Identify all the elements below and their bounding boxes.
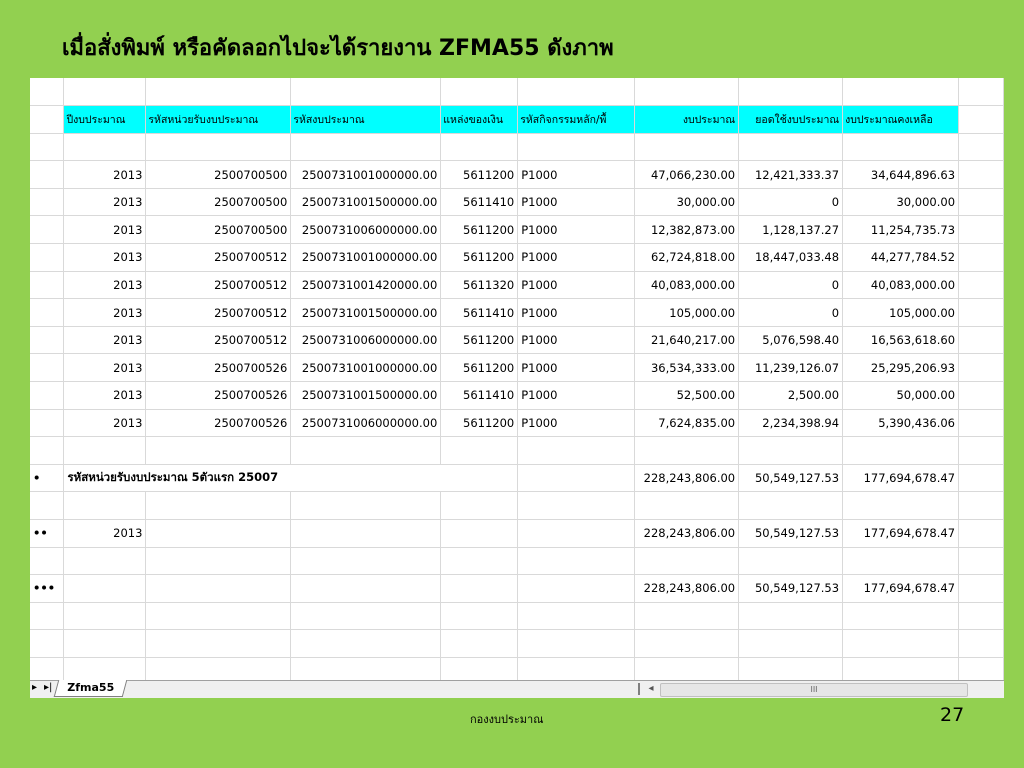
grid-cell[interactable]: 50,549,127.53 [739, 520, 843, 548]
empty-cell[interactable] [739, 492, 843, 520]
grid-cell[interactable]: P1000 [518, 188, 635, 216]
grid-cell[interactable]: 228,243,806.00 [635, 575, 739, 603]
grid-cell[interactable]: P1000 [518, 299, 635, 327]
empty-cell[interactable] [291, 547, 441, 575]
empty-cell[interactable] [30, 216, 64, 244]
empty-cell[interactable] [518, 437, 635, 465]
empty-row [30, 492, 1004, 520]
empty-cell[interactable] [441, 520, 518, 548]
empty-cell[interactable] [635, 133, 739, 161]
empty-cell[interactable] [518, 602, 635, 630]
empty-cell[interactable] [635, 602, 739, 630]
empty-row [30, 437, 1004, 465]
grid-cell[interactable]: 40,083,000.00 [843, 271, 959, 299]
grid-cell[interactable]: 47,066,230.00 [635, 161, 739, 189]
empty-cell[interactable] [959, 492, 1004, 520]
scrollbar-grip[interactable]: III [810, 685, 818, 694]
empty-cell[interactable] [291, 630, 441, 658]
empty-cell[interactable] [959, 464, 1004, 492]
empty-cell[interactable] [959, 354, 1004, 382]
tab-split-handle[interactable] [638, 683, 640, 695]
column-header[interactable]: รหัสงบประมาณ [291, 106, 441, 134]
grid-cell[interactable]: 0 [739, 271, 843, 299]
header-row [30, 106, 1004, 134]
grid-cell[interactable]: 5,390,436.06 [843, 409, 959, 437]
empty-cell[interactable] [518, 520, 635, 548]
grid-cell[interactable]: 11,254,735.73 [843, 216, 959, 244]
empty-cell[interactable] [959, 78, 1004, 106]
empty-cell[interactable] [518, 547, 635, 575]
empty-cell[interactable] [64, 547, 146, 575]
empty-cell[interactable] [30, 602, 64, 630]
grid-cell[interactable]: 2500731006000000.00 [291, 326, 441, 354]
column-header[interactable]: งบประมาณคงเหลือ [843, 106, 959, 134]
grid-cell[interactable]: 5611200 [441, 409, 518, 437]
grid-cell[interactable]: 62,724,818.00 [635, 244, 739, 272]
empty-cell[interactable] [441, 575, 518, 603]
empty-cell[interactable] [959, 630, 1004, 658]
empty-cell[interactable] [291, 602, 441, 630]
subtotal-label[interactable]: รหัสหน่วยรับงบประมาณ 5ตัวแรก 25007 [64, 464, 518, 492]
grid-cell[interactable]: 2013 [64, 409, 146, 437]
outline-level-marker[interactable]: • [30, 464, 64, 492]
grid-cell[interactable]: 2013 [64, 216, 146, 244]
empty-cell[interactable] [635, 492, 739, 520]
table-row [30, 354, 1004, 382]
footer-department: กองงบประมาณ [470, 713, 544, 726]
grid-cell[interactable]: 2500700526 [146, 354, 291, 382]
grid-cell[interactable]: 1,128,137.27 [739, 216, 843, 244]
outline-level-marker[interactable]: •• [30, 520, 64, 548]
grid-cell[interactable]: 2013 [64, 382, 146, 410]
empty-cell[interactable] [959, 106, 1004, 134]
empty-cell[interactable] [739, 630, 843, 658]
grid-cell[interactable]: 2013 [64, 326, 146, 354]
empty-cell[interactable] [146, 78, 291, 106]
grid-cell[interactable]: 2500731001500000.00 [291, 299, 441, 327]
empty-cell[interactable] [64, 602, 146, 630]
empty-cell[interactable] [441, 547, 518, 575]
grid-cell[interactable]: 2013 [64, 271, 146, 299]
table-row [30, 271, 1004, 299]
empty-row [30, 547, 1004, 575]
empty-cell[interactable] [64, 133, 146, 161]
empty-cell[interactable] [518, 78, 635, 106]
empty-cell[interactable] [441, 630, 518, 658]
empty-cell[interactable] [64, 630, 146, 658]
grid-cell[interactable]: 2500731006000000.00 [291, 216, 441, 244]
sheet-tab-bar [30, 680, 1004, 698]
empty-cell[interactable] [64, 437, 146, 465]
empty-cell[interactable] [959, 437, 1004, 465]
table-row [30, 216, 1004, 244]
empty-cell[interactable] [30, 547, 64, 575]
grid-cell[interactable]: 0 [739, 299, 843, 327]
empty-row [30, 630, 1004, 658]
grid-cell[interactable]: P1000 [518, 161, 635, 189]
empty-cell[interactable] [441, 602, 518, 630]
grid-cell[interactable]: 2,234,398.94 [739, 409, 843, 437]
grid-cell[interactable]: 5611200 [441, 244, 518, 272]
grid-cell[interactable]: 105,000.00 [635, 299, 739, 327]
empty-cell[interactable] [518, 492, 635, 520]
grid-cell[interactable]: 2500731001000000.00 [291, 354, 441, 382]
column-header[interactable]: รหัสกิจกรรมหลัก/พื้ [518, 106, 635, 134]
table-row [30, 161, 1004, 189]
empty-cell[interactable] [843, 547, 959, 575]
empty-cell[interactable] [30, 188, 64, 216]
empty-cell[interactable] [146, 602, 291, 630]
empty-cell[interactable] [30, 326, 64, 354]
table-row [30, 244, 1004, 272]
grid-cell[interactable]: 2,500.00 [739, 382, 843, 410]
grid-cell[interactable]: 228,243,806.00 [635, 520, 739, 548]
grid-cell[interactable]: 2500700512 [146, 299, 291, 327]
column-header[interactable]: งบประมาณ [635, 106, 739, 134]
empty-cell[interactable] [64, 575, 146, 603]
empty-cell[interactable] [635, 547, 739, 575]
empty-cell[interactable] [518, 133, 635, 161]
empty-cell[interactable] [739, 602, 843, 630]
empty-cell[interactable] [291, 437, 441, 465]
sheet-tab-label: Zfma55 [67, 681, 115, 694]
grid-cell[interactable]: 2500731006000000.00 [291, 409, 441, 437]
grid-cell[interactable]: 21,640,217.00 [635, 326, 739, 354]
empty-cell[interactable] [739, 437, 843, 465]
empty-cell[interactable] [518, 575, 635, 603]
column-header[interactable]: แหล่งของเงิน [441, 106, 518, 134]
grid-cell[interactable]: 50,000.00 [843, 382, 959, 410]
grid-cell[interactable]: 2500700512 [146, 271, 291, 299]
empty-cell[interactable] [146, 575, 291, 603]
empty-cell[interactable] [959, 133, 1004, 161]
grid-cell[interactable]: 50,549,127.53 [739, 464, 843, 492]
empty-cell[interactable] [635, 78, 739, 106]
grid-cell[interactable]: 228,243,806.00 [635, 464, 739, 492]
empty-row [30, 133, 1004, 161]
grand-total-row [30, 575, 1004, 603]
empty-cell[interactable] [146, 492, 291, 520]
empty-cell[interactable] [30, 78, 64, 106]
empty-cell[interactable] [518, 464, 635, 492]
empty-cell[interactable] [959, 326, 1004, 354]
empty-cell[interactable] [291, 133, 441, 161]
empty-cell[interactable] [30, 244, 64, 272]
empty-cell[interactable] [959, 271, 1004, 299]
table-row [30, 299, 1004, 327]
outline-level-marker[interactable]: ••• [30, 575, 64, 603]
grid-cell[interactable]: 2013 [64, 188, 146, 216]
grid-cell[interactable]: 2013 [64, 244, 146, 272]
empty-cell[interactable] [518, 630, 635, 658]
empty-cell[interactable] [739, 547, 843, 575]
grid-cell[interactable]: 2500731001000000.00 [291, 244, 441, 272]
empty-cell[interactable] [959, 244, 1004, 272]
empty-cell[interactable] [64, 78, 146, 106]
empty-cell[interactable] [843, 492, 959, 520]
grid-cell[interactable]: 105,000.00 [843, 299, 959, 327]
grid-cell[interactable]: 2500700526 [146, 409, 291, 437]
empty-cell[interactable] [441, 133, 518, 161]
data-grid [30, 78, 1004, 686]
grid-cell[interactable]: 2500700512 [146, 244, 291, 272]
grid-cell[interactable]: 50,549,127.53 [739, 575, 843, 603]
empty-cell[interactable] [959, 299, 1004, 327]
empty-cell[interactable] [146, 547, 291, 575]
column-header[interactable]: ยอดใช้งบประมาณ [739, 106, 843, 134]
slide-title: เมื่อสั่งพิมพ์ หรือคัดลอกไปจะได้รายงาน ZFMA55 ดังภาพ [62, 36, 614, 61]
grid-body [30, 78, 1004, 685]
empty-cell[interactable] [959, 520, 1004, 548]
grid-cell[interactable]: 2013 [64, 520, 146, 548]
grid-cell[interactable]: 5611320 [441, 271, 518, 299]
grid-cell[interactable]: 2500700500 [146, 161, 291, 189]
empty-cell[interactable] [64, 492, 146, 520]
table-row [30, 382, 1004, 410]
table-row [30, 326, 1004, 354]
empty-cell[interactable] [635, 630, 739, 658]
grid-cell[interactable]: 36,534,333.00 [635, 354, 739, 382]
empty-cell[interactable] [635, 437, 739, 465]
empty-cell[interactable] [30, 354, 64, 382]
grid-cell[interactable]: 5611200 [441, 216, 518, 244]
grid-cell[interactable]: 2500700500 [146, 216, 291, 244]
empty-cell[interactable] [843, 78, 959, 106]
grid-cell[interactable]: 25,295,206.93 [843, 354, 959, 382]
empty-cell[interactable] [739, 78, 843, 106]
grid-cell[interactable]: 177,694,678.47 [843, 464, 959, 492]
grid-cell[interactable]: 16,563,618.60 [843, 326, 959, 354]
subtotal-row [30, 464, 1004, 492]
grid-cell[interactable]: 2013 [64, 299, 146, 327]
grid-cell[interactable]: 177,694,678.47 [843, 575, 959, 603]
grid-cell[interactable]: 11,239,126.07 [739, 354, 843, 382]
empty-cell[interactable] [843, 602, 959, 630]
grid-cell[interactable]: P1000 [518, 382, 635, 410]
scroll-tabs-last-icon[interactable]: ▸| [44, 682, 53, 693]
empty-cell[interactable] [441, 492, 518, 520]
empty-cell[interactable] [30, 299, 64, 327]
empty-cell[interactable] [959, 602, 1004, 630]
grid-cell[interactable]: 2500731001500000.00 [291, 382, 441, 410]
grid-cell[interactable]: 2500731001420000.00 [291, 271, 441, 299]
empty-cell[interactable] [30, 492, 64, 520]
empty-cell[interactable] [30, 271, 64, 299]
grid-cell[interactable]: P1000 [518, 244, 635, 272]
grid-cell[interactable]: 30,000.00 [843, 188, 959, 216]
empty-cell[interactable] [959, 575, 1004, 603]
empty-cell[interactable] [959, 188, 1004, 216]
grid-cell[interactable]: 177,694,678.47 [843, 520, 959, 548]
empty-cell[interactable] [291, 575, 441, 603]
grid-cell[interactable]: 2500731001000000.00 [291, 161, 441, 189]
empty-cell[interactable] [291, 78, 441, 106]
grid-cell[interactable]: 5611200 [441, 326, 518, 354]
grid-cell[interactable]: P1000 [518, 271, 635, 299]
empty-cell[interactable] [843, 630, 959, 658]
scroll-left-arrow-icon[interactable]: ◂ [648, 683, 654, 694]
grid-cell[interactable]: 40,083,000.00 [635, 271, 739, 299]
column-header[interactable]: ปีงบประมาณ [64, 106, 146, 134]
grid-cell[interactable]: 0 [739, 188, 843, 216]
empty-cell[interactable] [959, 216, 1004, 244]
grid-cell[interactable]: 5611410 [441, 188, 518, 216]
empty-cell[interactable] [30, 161, 64, 189]
grid-cell[interactable]: 5611200 [441, 161, 518, 189]
empty-row [30, 78, 1004, 106]
grid-cell[interactable]: 2013 [64, 161, 146, 189]
empty-cell[interactable] [146, 520, 291, 548]
column-header[interactable]: รหัสหน่วยรับงบประมาณ [146, 106, 291, 134]
grid-cell[interactable]: 2500700500 [146, 188, 291, 216]
grid-cell[interactable]: 30,000.00 [635, 188, 739, 216]
grid-cell[interactable]: 5611410 [441, 299, 518, 327]
empty-cell[interactable] [146, 133, 291, 161]
horizontal-scrollbar[interactable] [660, 683, 968, 697]
grid-cell[interactable]: 34,644,896.63 [843, 161, 959, 189]
empty-row [30, 602, 1004, 630]
empty-cell[interactable] [959, 161, 1004, 189]
empty-cell[interactable] [959, 409, 1004, 437]
grid-cell[interactable]: 2013 [64, 354, 146, 382]
empty-cell[interactable] [291, 520, 441, 548]
grid-cell[interactable]: 12,421,333.37 [739, 161, 843, 189]
empty-cell[interactable] [959, 547, 1004, 575]
empty-cell[interactable] [30, 106, 64, 134]
empty-cell[interactable] [843, 437, 959, 465]
table-row [30, 409, 1004, 437]
empty-cell[interactable] [30, 630, 64, 658]
empty-cell[interactable] [843, 133, 959, 161]
grid-cell[interactable]: 2500700512 [146, 326, 291, 354]
empty-cell[interactable] [291, 492, 441, 520]
grid-cell[interactable]: 5,076,598.40 [739, 326, 843, 354]
grid-cell[interactable]: 52,500.00 [635, 382, 739, 410]
spreadsheet-window [30, 78, 1004, 698]
empty-cell[interactable] [441, 78, 518, 106]
grid-cell[interactable]: 5611200 [441, 354, 518, 382]
grid-cell[interactable]: P1000 [518, 326, 635, 354]
grid-cell[interactable]: 7,624,835.00 [635, 409, 739, 437]
empty-cell[interactable] [146, 437, 291, 465]
empty-cell[interactable] [959, 382, 1004, 410]
empty-cell[interactable] [30, 133, 64, 161]
empty-cell[interactable] [739, 133, 843, 161]
empty-cell[interactable] [30, 409, 64, 437]
grid-cell[interactable]: 2500731001500000.00 [291, 188, 441, 216]
grid-cell[interactable]: 5611410 [441, 382, 518, 410]
page-number: 27 [940, 704, 965, 726]
grid-cell[interactable]: 18,447,033.48 [739, 244, 843, 272]
table-row [30, 188, 1004, 216]
grid-cell[interactable]: P1000 [518, 409, 635, 437]
scroll-tabs-next-icon[interactable]: ▸ [32, 682, 38, 693]
sheet-tab-zfma55[interactable] [54, 680, 128, 697]
grid-cell[interactable]: P1000 [518, 216, 635, 244]
grid-cell[interactable]: 2500700526 [146, 382, 291, 410]
grid-cell[interactable]: 12,382,873.00 [635, 216, 739, 244]
grid-cell[interactable]: 44,277,784.52 [843, 244, 959, 272]
year-total-row [30, 520, 1004, 548]
empty-cell[interactable] [30, 437, 64, 465]
empty-cell[interactable] [441, 437, 518, 465]
grid-cell[interactable]: P1000 [518, 354, 635, 382]
empty-cell[interactable] [146, 630, 291, 658]
empty-cell[interactable] [30, 382, 64, 410]
